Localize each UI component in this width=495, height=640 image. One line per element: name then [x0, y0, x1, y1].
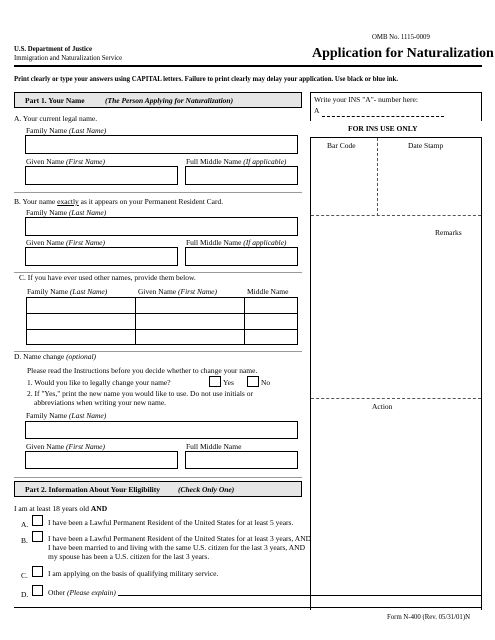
new-middle-name-input[interactable] [185, 451, 298, 469]
bottom-rule [14, 607, 482, 608]
part1-c-label: C. If you have ever used other names, provide them below. [19, 273, 196, 282]
b-given-name-input[interactable] [25, 247, 178, 266]
ins-box-top [310, 137, 482, 138]
c-given-label: Given Name (First Name) [138, 287, 217, 296]
a-number-input[interactable] [322, 106, 444, 117]
option-c-letter: C. [21, 571, 28, 580]
a-middle-label: Full Middle Name (If applicable) [186, 157, 287, 166]
other-explain-input[interactable] [118, 586, 481, 596]
part2-header [14, 481, 302, 497]
d-family-label: Family Name (Last Name) [26, 411, 107, 420]
option-b-checkbox[interactable] [32, 531, 43, 542]
name-change-no-checkbox[interactable] [247, 376, 259, 387]
agency-subname: Immigration and Naturalization Service [14, 55, 123, 62]
part1-a-label: A. Your current legal name. [14, 114, 98, 123]
part1-header [14, 92, 302, 108]
option-a-text: I have been a Lawful Permanent Resident of the United States for at least 5 years. [48, 518, 294, 527]
c-middle-label: Middle Name [247, 287, 289, 296]
action-label: Action [372, 402, 393, 411]
d-given-label: Given Name (First Name) [26, 442, 105, 451]
d-instructions: Please read the Instructions before you decide whether to change your name. [27, 366, 258, 375]
bar-code-label: Bar Code [327, 141, 356, 150]
other-name-3-given-input[interactable] [136, 330, 243, 344]
other-name-1-given-input[interactable] [136, 298, 243, 312]
ins-box-right [481, 137, 482, 610]
d-question-2-line2: abbreviations when writing your new name. [34, 398, 167, 407]
divider [14, 477, 302, 478]
agency-name: U.S. Department of Justice [14, 46, 92, 53]
d-question-2-line1: 2. If "Yes," print the new name you would like to use. Do not use initials or [27, 389, 253, 398]
option-c-checkbox[interactable] [32, 566, 43, 577]
ins-divider [311, 398, 481, 399]
option-c-text: I am applying on the basis of qualifying military service. [48, 569, 219, 578]
a-middle-name-input[interactable] [185, 166, 298, 185]
option-a-letter: A. [21, 520, 29, 529]
b-middle-name-input[interactable] [185, 247, 298, 266]
other-name-3-family-input[interactable] [27, 330, 134, 344]
b-middle-label: Full Middle Name (If applicable) [186, 238, 287, 247]
divider [14, 192, 302, 193]
part1-b-label: B. Your name exactly as it appears on your Permanent Resident Card. [14, 197, 224, 206]
other-name-2-family-input[interactable] [27, 314, 134, 328]
option-a-checkbox[interactable] [32, 515, 43, 526]
d-question-1: 1. Would you like to legally change your name? [27, 378, 171, 387]
other-name-2-middle-input[interactable] [245, 314, 297, 328]
option-d-text: Other (Please explain) [48, 588, 116, 597]
instructions: Print clearly or type your answers using CAPITAL letters. Failure to print clearly may delay your application. Use black or blue ink. [14, 76, 399, 83]
a-number-prefix: A [314, 106, 320, 115]
form-number: Form N-400 (Rev. 05/31/01)N [387, 614, 471, 621]
b-family-name-input[interactable] [25, 217, 298, 236]
d-middle-label: Full Middle Name [186, 442, 242, 451]
other-name-1-middle-input[interactable] [245, 298, 297, 312]
no-label: No [261, 378, 271, 387]
header-rule [14, 65, 482, 67]
c-family-label: Family Name (Last Name) [27, 287, 108, 296]
part2-title: Part 2. Information About Your Eligibility [25, 485, 161, 494]
new-given-name-input[interactable] [25, 451, 178, 469]
b-given-label: Given Name (First Name) [26, 238, 105, 247]
b-family-label: Family Name (Last Name) [26, 208, 107, 217]
date-stamp-label: Date Stamp [408, 141, 444, 150]
a-family-name-input[interactable] [25, 135, 298, 154]
part1-d-label: D. Name change (optional) [14, 352, 97, 361]
ins-divider [311, 215, 481, 216]
option-b-letter: B. [21, 536, 28, 545]
part2-title-italic: (Check Only One) [178, 485, 235, 494]
option-d-letter: D. [21, 590, 29, 599]
other-name-2-given-input[interactable] [136, 314, 243, 328]
option-b-text-2: I have been married to and living with the same U.S. citizen for the last 3 years, AND [48, 543, 306, 552]
option-d-checkbox[interactable] [32, 585, 43, 596]
option-b-text-1: I have been a Lawful Permanent Resident of the United States for at least 3 years, AND [48, 534, 312, 543]
name-change-yes-checkbox[interactable] [209, 376, 221, 387]
remarks-label: Remarks [435, 228, 462, 237]
a-given-label: Given Name (First Name) [26, 157, 105, 166]
ins-use-title: FOR INS USE ONLY [348, 124, 418, 133]
a-given-name-input[interactable] [25, 166, 178, 185]
a-family-label: Family Name (Last Name) [26, 126, 107, 135]
a-number-label: Write your INS "A"- number here: [314, 95, 418, 104]
form-title: Application for Naturalization [312, 46, 494, 61]
omb-number: OMB No. 1115-0009 [372, 34, 430, 41]
other-name-3-middle-input[interactable] [245, 330, 297, 344]
new-family-name-input[interactable] [25, 421, 298, 439]
part1-title: Part 1. Your Name [25, 96, 85, 105]
part1-title-italic: (The Person Applying for Naturalization) [105, 96, 234, 105]
ins-divider [377, 138, 378, 216]
other-name-1-family-input[interactable] [27, 298, 134, 312]
yes-label: Yes [223, 378, 234, 387]
eligibility-intro: I am at least 18 years old AND [14, 504, 108, 513]
option-b-text-3: my spouse has been a U.S. citizen for the last 3 years. [48, 552, 210, 561]
